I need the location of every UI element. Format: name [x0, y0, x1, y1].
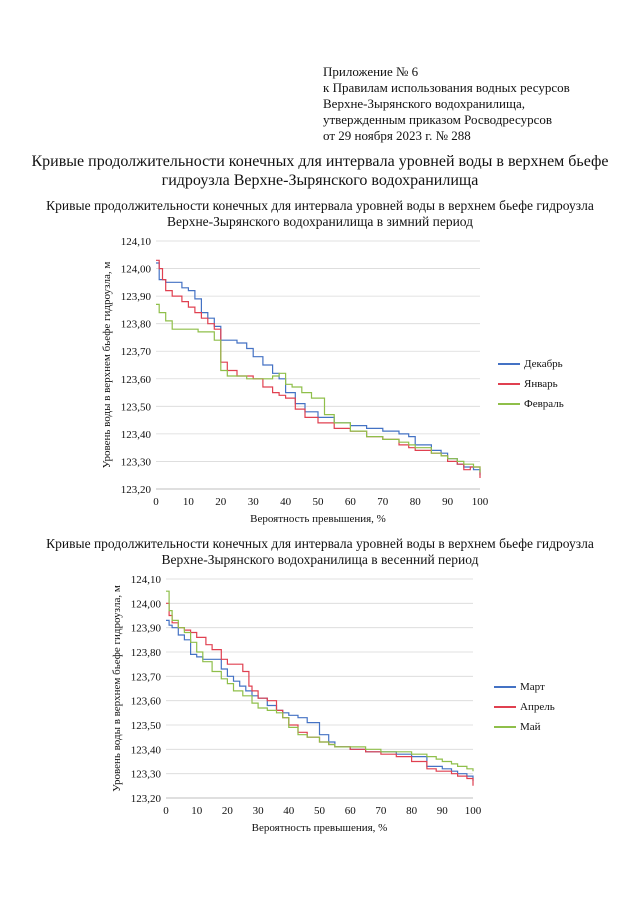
spring-y-tick-label: 123,60	[130, 695, 161, 708]
spring-y-tick-label: 124,10	[130, 574, 161, 586]
winter-y-tick-label: 123,50	[120, 401, 151, 414]
document-title-line-1: Кривые продолжительности конечных для интервала уровней воды в верхнем бьефе	[31, 153, 609, 170]
winter-legend-swatch	[498, 383, 520, 385]
spring-y-tick-label: 123,80	[130, 647, 161, 659]
spring-chart	[111, 574, 482, 834]
winter-x-tick-label: 10	[182, 496, 194, 508]
winter-chart-title-line-1: Кривые продолжительности конечных для интервала уровней воды в верхнем бьефе гидроузла	[46, 198, 594, 213]
winter-y-tick-label: 124,00	[120, 263, 151, 276]
spring-legend-item	[494, 677, 555, 697]
spring-x-tick-label: 60	[344, 805, 356, 817]
spring-x-tick-label: 100	[464, 805, 482, 817]
spring-chart-title-line-1: Кривые продолжительности конечных для интервала уровней воды в верхнем бьефе гидроузла	[46, 536, 594, 551]
spring-x-tick-label: 40	[283, 805, 295, 817]
winter-x-tick-label: 50	[312, 496, 324, 508]
winter-y-tick-label: 123,80	[120, 318, 151, 331]
spring-x-tick-label: 50	[314, 805, 325, 817]
spring-legend-swatch	[494, 706, 516, 708]
winter-x-axis-label: Вероятность превышения, %	[250, 513, 386, 525]
spring-legend-label: Март	[520, 681, 545, 693]
spring-y-tick-label: 123,90	[130, 622, 161, 635]
winter-legend-swatch	[498, 403, 520, 405]
spring-chart-title-line-2: Верхне-Зырянского водохранилища в весенний период	[161, 552, 479, 567]
spring-x-tick-label: 80	[406, 805, 418, 817]
appendix-approval-line: утвержденным приказом Росводресурсов	[323, 112, 552, 127]
spring-x-tick-label: 20	[221, 805, 233, 817]
winter-y-axis-label: Уровень воды в верхнем бьефе гидроузла, м	[101, 261, 113, 469]
spring-series-2	[166, 591, 473, 771]
spring-x-tick-label: 90	[436, 805, 448, 817]
winter-chart	[101, 236, 489, 525]
winter-x-tick-label: 80	[409, 496, 421, 508]
spring-legend-swatch	[494, 726, 516, 728]
winter-x-tick-label: 0	[153, 496, 159, 508]
winter-y-tick-label: 124,10	[120, 236, 151, 248]
spring-y-tick-label: 123,50	[130, 720, 161, 732]
appendix-rules-line: к Правилам использования водных ресурсов	[323, 80, 570, 95]
winter-x-tick-label: 70	[377, 496, 389, 508]
winter-x-tick-label: 40	[280, 496, 292, 508]
spring-y-tick-label: 124,00	[130, 598, 161, 611]
spring-y-tick-label: 123,40	[130, 744, 161, 757]
winter-legend-item	[498, 354, 564, 374]
spring-y-tick-label: 123,20	[130, 793, 161, 805]
winter-legend	[498, 354, 564, 414]
appendix-number: Приложение № 6	[323, 64, 419, 79]
winter-y-tick-label: 123,20	[120, 484, 151, 496]
winter-legend-label: Январь	[524, 378, 558, 390]
appendix-date-line: от 29 ноября 2023 г. № 288	[323, 128, 471, 143]
winter-x-tick-label: 30	[247, 496, 259, 508]
winter-legend-item	[498, 374, 564, 394]
spring-x-tick-label: 0	[163, 805, 169, 817]
winter-x-tick-label: 60	[344, 496, 356, 508]
spring-y-axis-label: Уровень воды в верхнем бьефе гидроузла, м	[111, 585, 123, 792]
winter-legend-label: Декабрь	[524, 358, 563, 370]
spring-x-tick-label: 30	[252, 805, 264, 817]
winter-x-tick-label: 20	[215, 496, 227, 508]
document-title-line-2: гидроузла Верхне-Зырянского водохранилища	[161, 172, 479, 189]
spring-y-tick-label: 123,30	[130, 768, 161, 781]
appendix-reservoir-line: Верхне-Зырянского водохранилища,	[323, 96, 525, 111]
spring-legend-swatch	[494, 686, 516, 688]
winter-y-tick-label: 123,70	[120, 346, 151, 359]
spring-legend-label: Май	[520, 721, 541, 733]
spring-y-tick-label: 123,70	[130, 671, 161, 684]
winter-chart-title-line-2: Верхне-Зырянского водохранилища в зимний период	[166, 214, 474, 229]
winter-legend-swatch	[498, 363, 520, 365]
winter-y-tick-label: 123,30	[120, 456, 151, 469]
spring-legend-item	[494, 717, 555, 737]
winter-y-tick-label: 123,60	[120, 373, 151, 386]
winter-x-tick-label: 90	[442, 496, 454, 508]
spring-x-tick-label: 70	[375, 805, 387, 817]
winter-y-tick-label: 123,90	[120, 291, 151, 304]
spring-x-axis-label: Вероятность превышения, %	[251, 822, 388, 834]
winter-legend-label: Февраль	[524, 398, 564, 410]
spring-legend-item	[494, 697, 555, 717]
winter-series-0	[156, 263, 480, 475]
winter-y-tick-label: 123,40	[120, 428, 151, 441]
winter-series-2	[156, 304, 480, 472]
spring-legend	[494, 677, 555, 737]
spring-legend-label: Апрель	[520, 701, 555, 713]
spring-x-tick-label: 10	[191, 805, 203, 817]
winter-legend-item	[498, 394, 564, 414]
winter-x-tick-label: 100	[471, 496, 489, 508]
